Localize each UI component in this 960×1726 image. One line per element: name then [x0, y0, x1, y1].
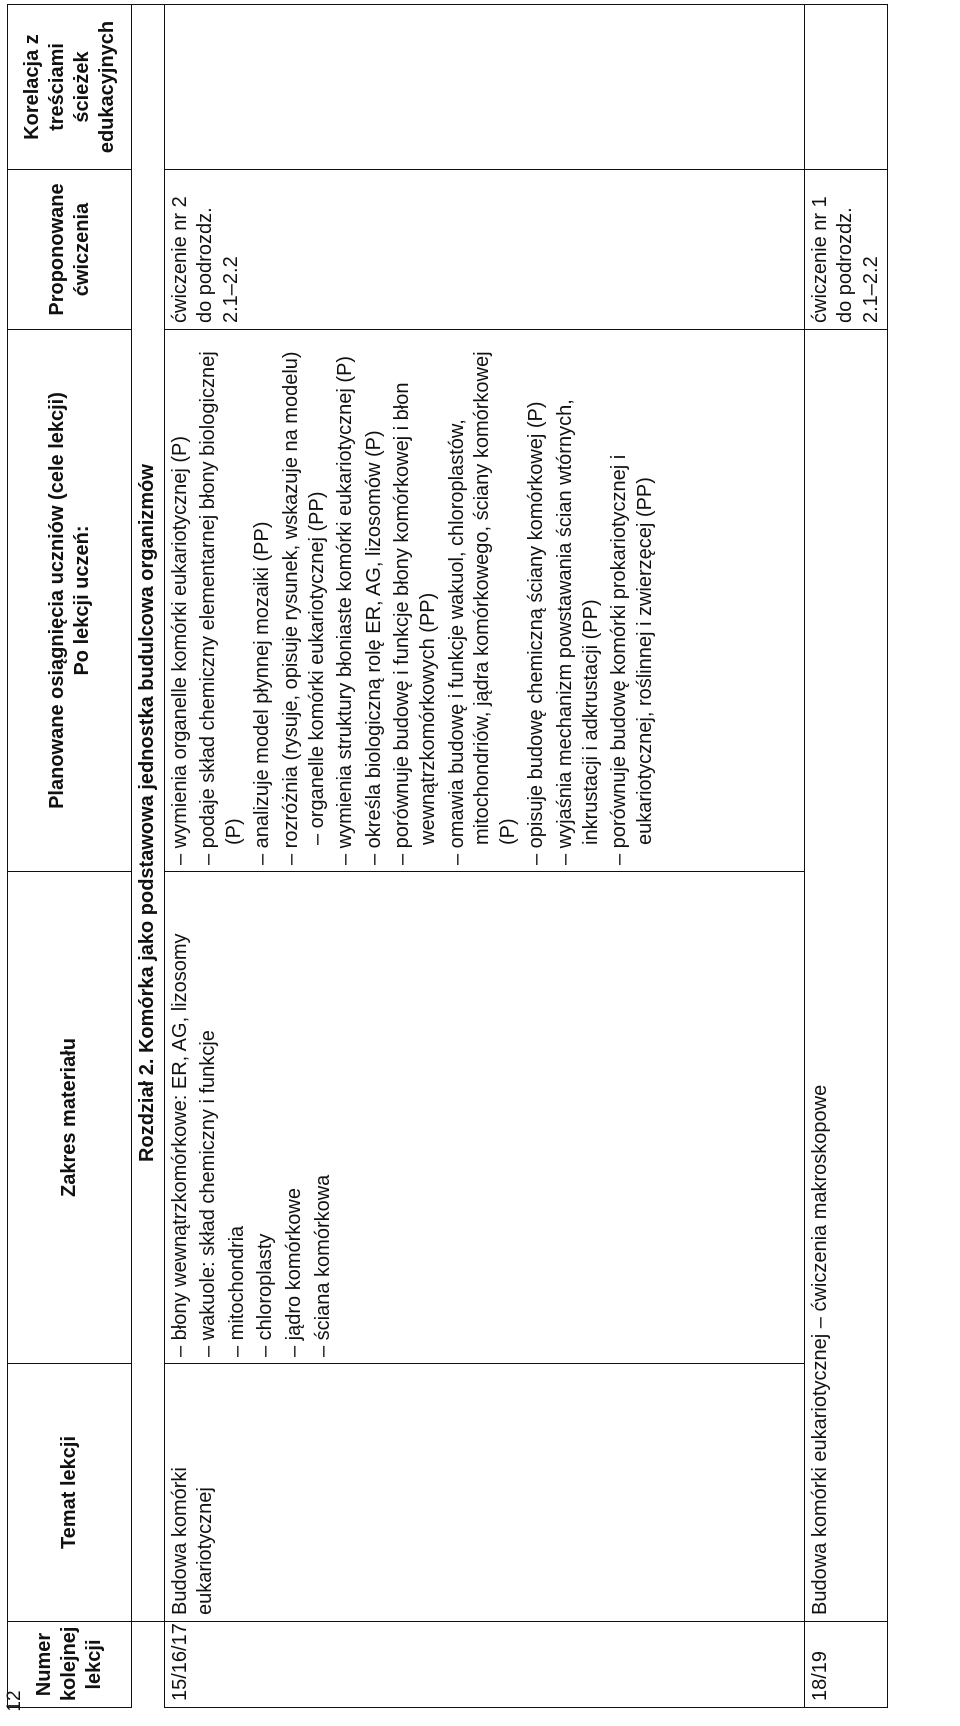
list-item: – porównuje budowę komórki prokariotycznej i eukariotycznej, roślinnej i zwierzęcej (PP)	[608, 454, 656, 865]
row-number: 18/19	[804, 1622, 888, 1708]
list-item: – chloroplasty	[254, 1233, 277, 1357]
list-item: – wymienia organelle komórki eukariotycznej (P)	[168, 435, 191, 865]
row-goals	[164, 330, 804, 872]
header-goals	[8, 330, 132, 872]
goals-list	[168, 336, 659, 865]
row-correlation	[164, 5, 804, 170]
table-row	[164, 5, 804, 1708]
list-item: – porównuje budowę i funkcje błony komórkowej i błon wewnątrzkomórkowych (PP)	[391, 382, 439, 865]
row-correlation	[804, 5, 888, 170]
header-exercises: Proponowane ćwiczenia	[8, 170, 132, 330]
header-number: Numer kolejnej lekcji	[8, 1622, 132, 1708]
header-row	[8, 5, 132, 1708]
row-number: 15/16/17	[164, 1622, 804, 1708]
list-item: – określa biologiczną rolę ER, AG, lizosomów (P)	[362, 430, 385, 865]
header-topic: Temat lekcji	[8, 1364, 132, 1622]
section-title: Rozdział 2. Komórka jako podstawowa jednostka budulcowa organizmów	[132, 5, 165, 1622]
list-item: – rozróżnia (rysuje, opisuje rysunek, wskazuje na modelu) – organelle komórki eukariotycznej (PP)	[279, 351, 328, 865]
row-exercises: ćwiczenie nr 2 do podrozdz. 2.1–2.2	[164, 170, 804, 330]
list-item: – podaje skład chemiczny elementarnej błony biologicznej (P)	[197, 351, 245, 865]
header-goals-line2: Po lekcji uczeń:	[70, 525, 93, 676]
list-item: – omawia budowę i funkcje wakuol, chloroplastów, mitochondriów, jądra komórkowego, ściany komórkowej (P)	[445, 351, 519, 865]
scope-list	[168, 878, 337, 1357]
table-row	[804, 5, 888, 1708]
page-number: 12	[4, 1690, 25, 1712]
list-item: – błony wewnątrzkomórkowe: ER, AG, lizosomy	[168, 933, 191, 1357]
header-correlation: Korelacja z treściami ścieżek edukacyjnych	[8, 5, 132, 170]
section-spacer	[132, 1622, 165, 1708]
row-scope	[164, 872, 804, 1364]
header-scope: Zakres materiału	[8, 872, 132, 1364]
header-goals-line1: Planowane osiągnięcia uczniów (cele lekcji)	[45, 392, 68, 809]
list-item: – opisuje budowę chemiczną ściany komórkowej (P)	[525, 401, 548, 865]
section-row	[132, 5, 165, 1708]
list-item: – jądro komórkowe	[282, 1188, 305, 1357]
list-item: – wakuole: skład chemiczny i funkcje	[197, 1030, 220, 1357]
lesson-plan-table	[7, 4, 888, 1708]
list-item: – wyjaśnia mechanizm powstawania ścian wtórnych, inkrustacji i adkrustacji (PP)	[553, 399, 602, 865]
row-topic: Budowa komórki eukariotycznej – ćwiczenia makroskopowe	[804, 330, 888, 1622]
list-item: – mitochondria	[225, 1225, 248, 1357]
list-item: – analizuje model płynnej mozaiki (PP)	[251, 521, 274, 865]
row-topic: Budowa komórki eukariotycznej	[164, 1364, 804, 1622]
list-item: – ściana komórkowa	[311, 1174, 334, 1357]
list-item: – wymienia struktury błoniaste komórki eukariotycznej (P)	[334, 355, 357, 865]
row-exercises: ćwiczenie nr 1 do podrozdz. 2.1–2.2	[804, 170, 888, 330]
